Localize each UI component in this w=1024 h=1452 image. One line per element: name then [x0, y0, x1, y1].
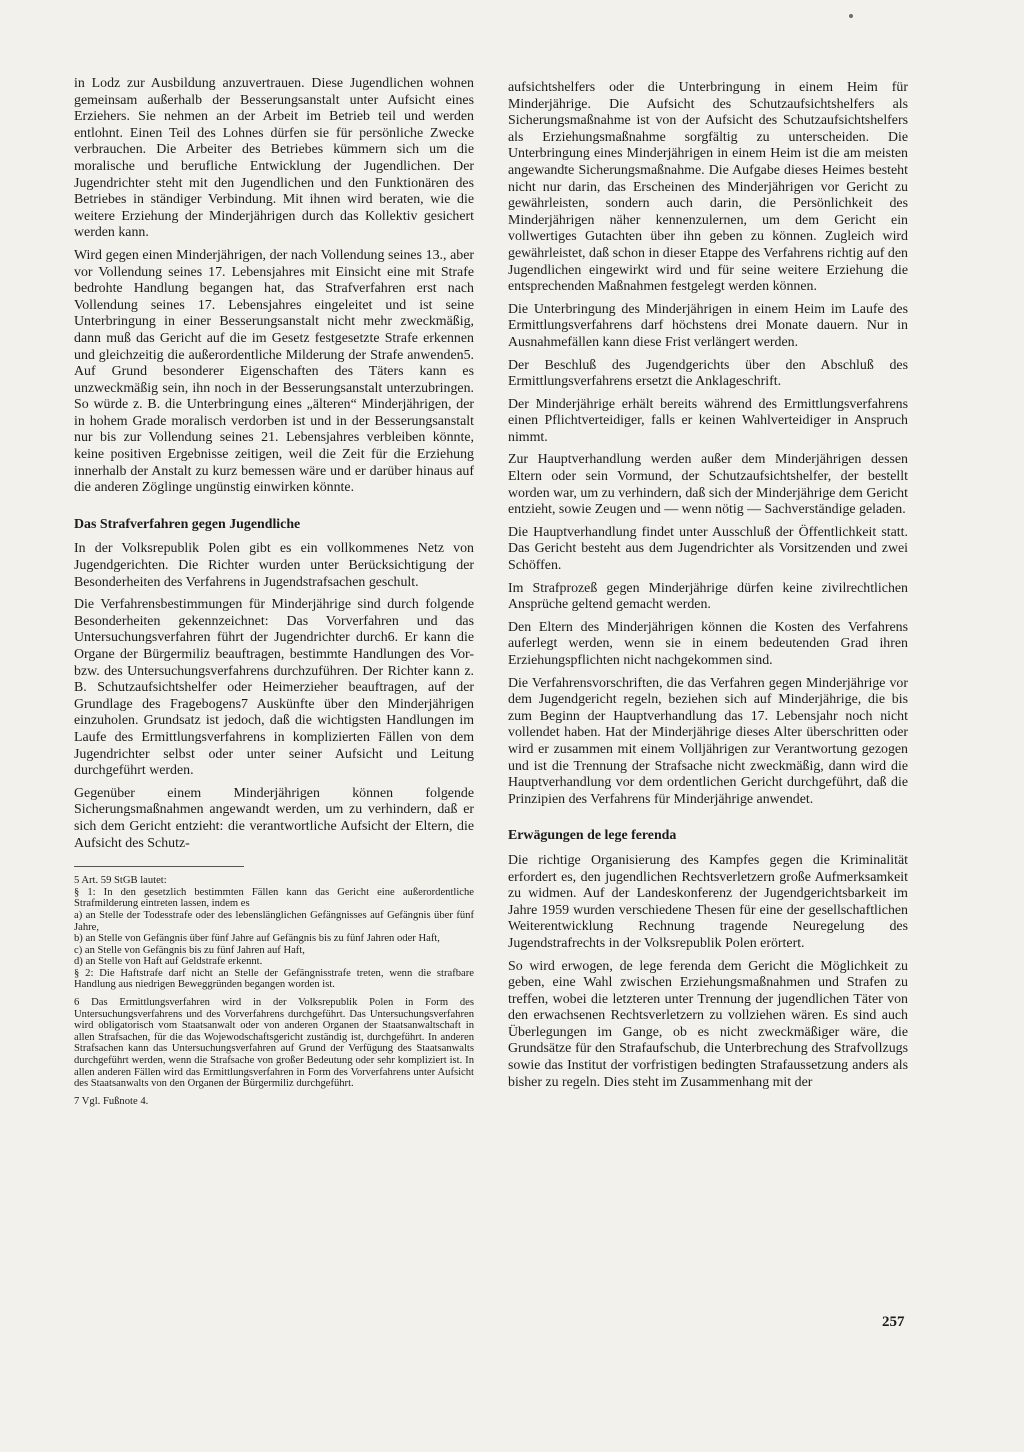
paragraph: Der Beschluß des Jugendgerichts über den Abschluß des Ermittlungsverfahrens ersetzt die Anklageschrift.	[508, 357, 908, 390]
paragraph: Wird gegen einen Minderjährigen, der nach Vollendung seines 13., aber vor Vollendung seines 17. Lebensjahres mit Einsicht eine mit Strafe bedrohte Handlung begangen hat, das Strafverfahren erst nach Vollendung seines 17. Lebensjahres eingeleitet und ist seine Unterbringung in einer Besserungsanstalt nicht mehr zweckmäßig, dann muß das Gericht auf die im Gesetz festgesetzte Strafe erkennen und gleichzeitig die außerordentliche Milderung der Strafe anwenden5. Auf Grund besonderer Eigenschaften des Täters kann es unzweckmäßig sein, ihn noch in der Besserungsanstalt unterzubringen. So würde z. B. die Unterbringung eines „älteren“ Minderjährigen, der in hohem Grade moralisch verdorben ist und in der Besserungsanstalt nur bis zur Vollendung seines 21. Lebensjahres verbleiben könnte, keine positiven Ergebnisse zeitigen, weil die Zeit für die Erziehung innerhalb der Anstalt zu kurz bemessen wäre und er darüber hinaus auf die anderen Zöglinge ungünstig einwirken könnte.	[74, 247, 474, 496]
footnote-5-text: § 1: In den gesetzlich bestimmten Fällen kann das Gericht eine außerordentliche Strafmilderung eintreten lassen, indem es	[74, 886, 474, 910]
footnote-6: 6 Das Ermittlungsverfahren wird in der Volksrepublik Polen in Form des Untersuchungsverfahrens und des Vorverfahrens durchgeführt. Das Untersuchungsverfahren wird obligatorisch vom Staatsanwalt oder von anderen Organen der Staatsanwaltschaft in allen Strafsachen, für die das Wojewodschaftsgericht zuständig ist, durchgeführt. In anderen Strafsachen kann das Untersuchungsverfahren auf Grund der Verfügung des Staatsanwalts durchgeführt werden, wenn die Strafsache von großer Bedeutung oder sehr kompliziert ist. In allen anderen Fällen wird das Ermittlungsverfahren in Form des Vorverfahrens unter Aufsicht des Staatsanwalts von den Organen der Bürgermiliz durchgeführt.	[74, 997, 474, 1090]
right-column	[508, 80, 908, 1097]
left-column	[74, 76, 474, 1107]
footnotes	[74, 875, 474, 1107]
footnote-5-text: c) an Stelle von Gefängnis bis zu fünf Jahren auf Haft,	[74, 944, 305, 956]
paragraph: Der Minderjährige erhält bereits während des Ermittlungsverfahrens einen Pflichtverteidiger, falls er keinen Wahlverteidiger in Anspruch nimmt.	[508, 396, 908, 445]
paragraph: Die richtige Organisierung des Kampfes gegen die Kriminalität erfordert es, den jugendlichen Rechtsverletzern große Aufmerksamkeit zu widmen. Auf der Landeskonferenz der Jugendgerichtsbarkeit im Jahre 1959 wurden verschiedene Thesen für eine der gesellschaftlichen Weiterentwicklung Rechnung tragende Neuregelung des Jugendstrafrechts in der Volksrepublik Polen erörtert.	[508, 852, 908, 951]
paragraph: In der Volksrepublik Polen gibt es ein vollkommenes Netz von Jugendgerichten. Die Richter wurden unter Berücksichtigung der Besonderheiten des Verfahrens in Jugendstrafsachen geschult.	[74, 541, 474, 590]
footnote-5-text: b) an Stelle von Gefängnis über fünf Jahre auf Gefängnis bis zu fünf Jahren oder Haft,	[74, 933, 440, 945]
paragraph: Gegenüber einem Minderjährigen können folgende Sicherungsmaßnahmen angewandt werden, um zu verhindern, daß er sich dem Gericht entzieht: die verantwortliche Aufsicht der Eltern, die Aufsicht des Schutz-	[74, 785, 474, 851]
footnote-divider	[74, 866, 244, 867]
paragraph: So wird erwogen, de lege ferenda dem Gericht die Möglichkeit zu geben, eine Wahl zwischen Erziehungsmaßnahmen und Strafen zu treffen, wobei die letzteren unter Trennung der jugendlichen Täter von den erwachsenen Rechtsverletzern zu vollziehen wären. Es sind auch Überlegungen im Gange, ob es nicht zweckmäßiger wäre, die Grundsätze für den Strafaufschub, die Unterbrechung des Strafvollzugs sowie das Institut der vorfristigen bedingten Strafaussetzung anders als bisher zu regeln. Dies steht im Zusammenhang mit der	[508, 958, 908, 1090]
footnote-7: 7 Vgl. Fußnote 4.	[74, 1095, 149, 1107]
footnote-5-text: d) an Stelle von Haft auf Geldstrafe erkennt.	[74, 956, 263, 968]
paragraph: Zur Hauptverhandlung werden außer dem Minderjährigen dessen Eltern oder sein Vormund, der Schutzaufsichtshelfer, der bestellt worden war, um zu verhindern, daß sich der Minderjährige dem Gericht entzieht, sowie Zeugen und — wenn nötig — Sachverständige geladen.	[508, 452, 908, 518]
paragraph: Im Strafprozeß gegen Minderjährige dürfen keine zivilrechtlichen Ansprüche geltend gemacht werden.	[508, 580, 908, 613]
paragraph: Den Eltern des Minderjährigen können die Kosten des Verfahrens auferlegt werden, wenn sie in einem bedeutenden Grad ihren Erziehungspflichten nicht nachgekommen sind.	[508, 619, 908, 668]
footnote-5-title: 5 Art. 59 StGB lautet:	[74, 875, 167, 887]
scan-speck	[849, 14, 853, 18]
paragraph: Die Verfahrensbestimmungen für Minderjährige sind durch folgende Besonderheiten gekennzeichnet: Das Vorverfahren und das Untersuchungsverfahren führt der Jugendrichter durch6. Er kann die Organe der Bürgermiliz beauftragen, bestimmte Handlungen des Vor- bzw. des Untersuchungsverfahrens durchzuführen. Der Richter kann z. B. Schutzaufsichtshelfer oder Heimerzieher beauftragen, auf der Grundlage des Fragebogens7 Auskünfte über den Minderjährigen einzuholen. Grundsatz ist jedoch, daß die wichtigsten Handlungen im Laufe des Ermittlungsverfahrens in komplizierten Fällen von dem Jugendrichter selbst oder unter seiner Aufsicht und Leitung durchgeführt werden.	[74, 597, 474, 779]
page-number: 257	[882, 1314, 905, 1330]
paragraph: Die Verfahrensvorschriften, die das Verfahren gegen Minderjährige vor dem Jugendgericht regeln, beziehen sich auf Minderjährige, die bis zum Beginn der Hauptverhandlung das 17. Lebensjahr noch nicht vollendet haben. Hat der Minderjährige dieses Alter überschritten oder wird er zusammen mit einem Volljährigen zur Verantwortung gezogen und ist die Trennung der Strafsache nicht zweckmäßig, dann wird die Hauptverhandlung vor dem ordentlichen Gericht durchgeführt, daß die Prinzipien des Verfahrens für Minderjährige anwendet.	[508, 675, 908, 807]
section-heading: Erwägungen de lege ferenda	[508, 828, 677, 844]
paragraph: in Lodz zur Ausbildung anzuvertrauen. Diese Jugendlichen wohnen gemeinsam außerhalb der Besserungsanstalt unter Aufsicht eines Erziehers. Sie nehmen an der Arbeit im Betrieb teil und werden entlohnt. Einen Teil des Lohnes dürfen sie für persönliche Zwecke verbrauchen. Die Arbeiter des Betriebes kümmern sich um die moralische und berufliche Entwicklung der Jugendlichen. Der Jugendrichter steht mit den Jugendlichen und den Funktionären des Betriebes in ständiger Verbindung. Mit ihnen wird beraten, wie die weitere Erziehung der Minderjährigen durch das Kollektiv gesichert werden kann.	[74, 76, 474, 241]
footnote-5-text: § 2: Die Haftstrafe darf nicht an Stelle der Gefängnisstrafe treten, wenn die strafbare Handlung aus niedrigen Beweggründen begangen worden ist.	[74, 967, 474, 991]
paragraph: Die Hauptverhandlung findet unter Ausschluß der Öffentlichkeit statt. Das Gericht besteht aus dem Jugendrichter als Vorsitzenden und zwei Schöffen.	[508, 524, 908, 574]
paragraph: aufsichtshelfers oder die Unterbringung in einem Heim für Minderjährige. Die Aufsicht des Schutzaufsichtshelfers als Sicherungsmaßnahme ist von der Aufsicht des Schutzaufsichtshelfers als Erziehungsmaßnahme sorgfältig zu unterscheiden. Die Unterbringung eines Minderjährigen in einem Heim ist die am meisten angewandte Sicherungsmaßnahme. Die Aufgabe dieses Heimes besteht nicht nur darin, das Erscheinen des Minderjährigen vor Gericht zu gewährleisten, sondern auch darin, die Persönlichkeit des Minderjährigen näher kennenzulernen, um dem Gericht ein vollwertiges Gutachten über ihn geben zu können. Zugleich wird gewährleistet, daß schon in dieser Etappe des Verfahrens richtig auf den Jugendlichen eingewirkt wird und für seine weitere Erziehung die entsprechenden Maßnahmen festgelegt werden können.	[508, 80, 908, 295]
section-heading: Das Strafverfahren gegen Jugendliche	[74, 516, 301, 532]
footnote-5-text: a) an Stelle der Todesstrafe oder des lebenslänglichen Gefängnisses auf Gefängnis über fünf Jahre,	[74, 909, 474, 933]
paragraph: Die Unterbringung des Minderjährigen in einem Heim im Laufe des Ermittlungsverfahrens darf höchstens drei Monate dauern. Nur in Ausnahmefällen kann diese Frist verlängert werden.	[508, 301, 908, 350]
